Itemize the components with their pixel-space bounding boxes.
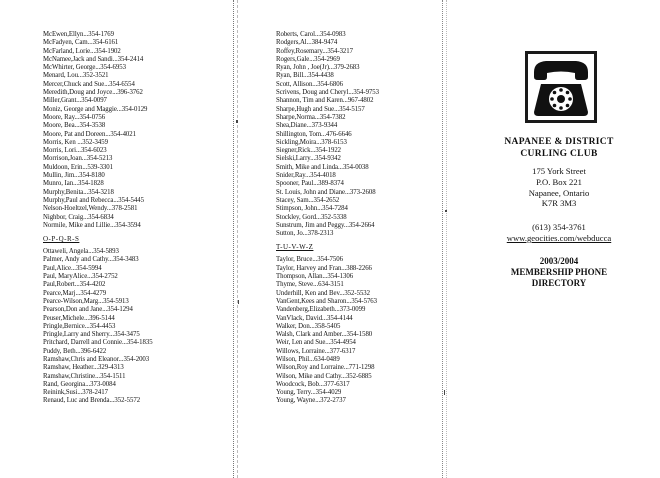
directory-entry: McFarland, Lorie...354-1902 [43, 47, 121, 55]
directory-entry: Murphy,Benita...354-3218 [43, 188, 114, 196]
directory-entry: Scott, Allison...354-6806 [276, 80, 343, 88]
directory-entry: Taylor, Harvey and Fran...388-2266 [276, 264, 372, 272]
directory-title-line-1: MEMBERSHIP PHONE [510, 267, 608, 277]
directory-entry: Stockley, Gord...352-5338 [276, 213, 347, 221]
directory-entry: Ramshaw,Chris and Eleanor...354-2003 [43, 355, 150, 363]
directory-entry: Rand, Georgina...373-0084 [43, 380, 116, 388]
directory-entry: Pearce-Wilson,Marg...354-5913 [43, 297, 129, 305]
directory-entry: Renaud, Luc and Brenda...352-5572 [43, 397, 141, 405]
directory-entry: Paul, MaryAlice...354-2752 [43, 273, 118, 281]
directory-entry: Rogers,Gale...354-2969 [276, 55, 340, 63]
section-heading-t-z: T-U-V-W-Z [276, 243, 314, 252]
club-name [458, 136, 660, 160]
directory-entry: Pringle,Bernice...354-4453 [43, 322, 116, 330]
telephone-icon [524, 50, 598, 124]
directory-entry: Miller,Grant...354-0097 [43, 97, 107, 105]
directory-entry: Ottaweli, Angela...354-5893 [43, 248, 119, 256]
directory-entry: Ryan, Bill...354-4438 [276, 72, 334, 80]
directory-entry: Nelson-Hoeltzel,Wendy...378-2581 [43, 205, 138, 213]
directory-entry: Munro, Ian...354-1828 [43, 180, 104, 188]
directory-entry: VanVlack, David...354-4144 [276, 314, 353, 322]
directory-entry: Ryan, John , Joe(Jr)...379-2683 [276, 64, 360, 72]
directory-entry: Young, Terry...354-4029 [276, 389, 342, 397]
directory-entry: Roberts, Carol...354-0983 [276, 31, 346, 38]
address-street: 175 York Street [532, 166, 586, 176]
directory-entry: Paul,Alice...354-5994 [43, 264, 102, 272]
directory-entry: Menard, Lou...352-3521 [43, 72, 109, 80]
directory-entry: Shillington, Tom...476-6646 [276, 130, 352, 138]
directory-entry: Sharpe,Norma...354-7382 [276, 113, 346, 121]
directory-entry: Nighbor, Craig...354-6834 [43, 213, 114, 221]
directory-entry: Normile, Mike and Lillie...354-3594 [43, 221, 141, 229]
directory-entry: Smith, Mike and Linda...354-0038 [276, 163, 369, 171]
directory-entry: VanGent,Kees and Sharon...354-5763 [276, 297, 377, 305]
directory-entry: Shannon, Tim and Karen...967-4802 [276, 97, 374, 105]
directory-entry: Spooner, Paul...389-8374 [276, 180, 344, 188]
directory-entry: Roffey,Rosemary...354-3217 [276, 47, 353, 55]
address-po-box: P.O. Box 221 [536, 176, 582, 187]
directory-entry: Palmer, Andy and Cathy...354-3483 [43, 256, 139, 264]
directory-year: 2003/2004 [539, 256, 579, 266]
directory-entry: Sharpe,Hugh and Sue...354-5157 [276, 105, 365, 113]
directory-entry: Mercer,Chuck and Sue...354-6554 [43, 80, 135, 88]
directory-entry: Rodgers,Al...384-9474 [276, 39, 338, 47]
directory-entry: Pritchard, Darrell and Connie...354-1835 [43, 339, 153, 347]
directory-entry: Sunstrum, Jim and Peggy...354-2664 [276, 221, 375, 229]
directory-entry: Walker, Don...358-5405 [276, 322, 341, 330]
directory-entry: Ramshaw,Christine...354-1511 [43, 372, 126, 380]
directory-entry: Moore, Bea...354-3538 [43, 122, 106, 130]
directory-entry: Sickling,Moira...378-6153 [276, 138, 347, 146]
directory-entry: McFadyen, Cam...354-6161 [43, 39, 119, 47]
directory-entry: McEwen,Ellyn...354-1769 [43, 31, 114, 38]
left-entries-o-s [43, 248, 243, 406]
left-column [43, 31, 243, 406]
directory-entry: Morris, Lori...354-6023 [43, 147, 107, 155]
directory-title-line-2: DIRECTORY [531, 278, 587, 288]
club-address [458, 166, 660, 209]
directory-entry: Paul,Robert...354-4202 [43, 281, 106, 289]
directory-entry: Ramshaw, Heather...329-4313 [43, 364, 124, 372]
directory-entry: McWhirter, George...354-6953 [43, 64, 126, 72]
directory-entry: Pringle,Larry and Sherry...354-3475 [43, 331, 140, 339]
directory-entry: Stacey, Sam...354-2652 [276, 196, 340, 204]
directory-entry: Meredith,Doug and Joyce...396-3762 [43, 89, 143, 97]
directory-entry: Taylor, Bruce...354-7506 [276, 256, 343, 264]
directory-entry: Reinink,Susi...378-2417 [43, 389, 108, 397]
club-phone: (613) 354-3761 [532, 222, 586, 232]
directory-entry: Weir, Len and Sue...354-4954 [276, 339, 356, 347]
directory-entry: Woodcock, Bob...377-6317 [276, 380, 350, 388]
scan-speck [444, 390, 445, 395]
directory-entry: Walsh, Clark and Amber...354-1580 [276, 331, 373, 339]
directory-entry: Snider,Ray...354-4018 [276, 172, 336, 180]
directory-entry: St. Louis, John and Diane...373-2608 [276, 188, 376, 196]
section-heading-o-s: O-P-Q-R-S [43, 235, 80, 244]
directory-title [458, 256, 660, 289]
directory-entry: Thompson, Allan...354-1306 [276, 273, 354, 281]
directory-entry: Wilson, Phil...634-0489 [276, 355, 340, 363]
middle-entries-r-s [276, 31, 451, 238]
directory-entry: Peuser,Michele...396-5144 [43, 314, 115, 322]
directory-entry: Sutton, Jo...378-2313 [276, 230, 334, 238]
address-postal-code: K7R 3M3 [541, 198, 577, 209]
directory-entry: Morrison,Joan...354-5213 [43, 155, 113, 163]
directory-entry: Pearce,Marj...354-4279 [43, 289, 107, 297]
directory-entry: Moore, Ray...354-0756 [43, 113, 106, 121]
scan-speck [236, 120, 238, 123]
directory-entry: Wilson, Mike and Cathy...352-6885 [276, 372, 372, 380]
directory-entry: Wilson,Roy and Lorraine...771-1298 [276, 364, 375, 372]
left-entries-m-n [43, 31, 243, 230]
directory-entry: Thyme, Steve...634-3151 [276, 281, 344, 289]
scan-speck [445, 210, 447, 212]
middle-entries-t-z [276, 256, 451, 405]
directory-entry: Shea,Diane...373-9344 [276, 122, 338, 130]
address-city: Napanee, Ontario [528, 187, 590, 198]
directory-entry: Moore, Pat and Doreen...354-4021 [43, 130, 136, 138]
directory-entry: Mullin, Jim...354-8180 [43, 172, 105, 180]
scan-speck [238, 300, 239, 304]
directory-entry: Moniz, George and Maggie...354-0129 [43, 105, 148, 113]
directory-entry: Muldoon, Erin...539-3301 [43, 163, 113, 171]
directory-entry: Morris, Ken ...352-3459 [43, 138, 108, 146]
club-name-line-2: CURLING CLUB [520, 149, 598, 159]
directory-entry: McNamee,Jack and Sandi...354-2414 [43, 55, 144, 63]
club-name-line-1: NAPANEE & DISTRICT [504, 137, 614, 147]
directory-entry: Siegner,Rick...354-1922 [276, 147, 342, 155]
club-website-link[interactable]: www.geocities.com/webducca [506, 233, 612, 243]
directory-entry: Willows, Lorraine...377-6317 [276, 347, 356, 355]
directory-entry: Sielski,Larry...354-9342 [276, 155, 341, 163]
directory-entry: Puddy, Beth...396-6422 [43, 347, 107, 355]
cover-panel [458, 0, 660, 478]
middle-column [276, 31, 451, 406]
directory-entry: Murphy,Paul and Rebecca...354-5445 [43, 196, 144, 204]
directory-entry: Pearson,Don and Jane...354-1294 [43, 306, 133, 314]
directory-entry: Scrivens, Doug and Cheryl...354-9753 [276, 89, 379, 97]
directory-entry: Stimpson, John...354-7284 [276, 205, 348, 213]
directory-entry: Young, Wayne...372-2737 [276, 397, 346, 405]
directory-entry: Vandenberg,Elizabeth...373-0099 [276, 306, 366, 314]
directory-entry: Underhill, Ken and Bev...352-5532 [276, 289, 370, 297]
